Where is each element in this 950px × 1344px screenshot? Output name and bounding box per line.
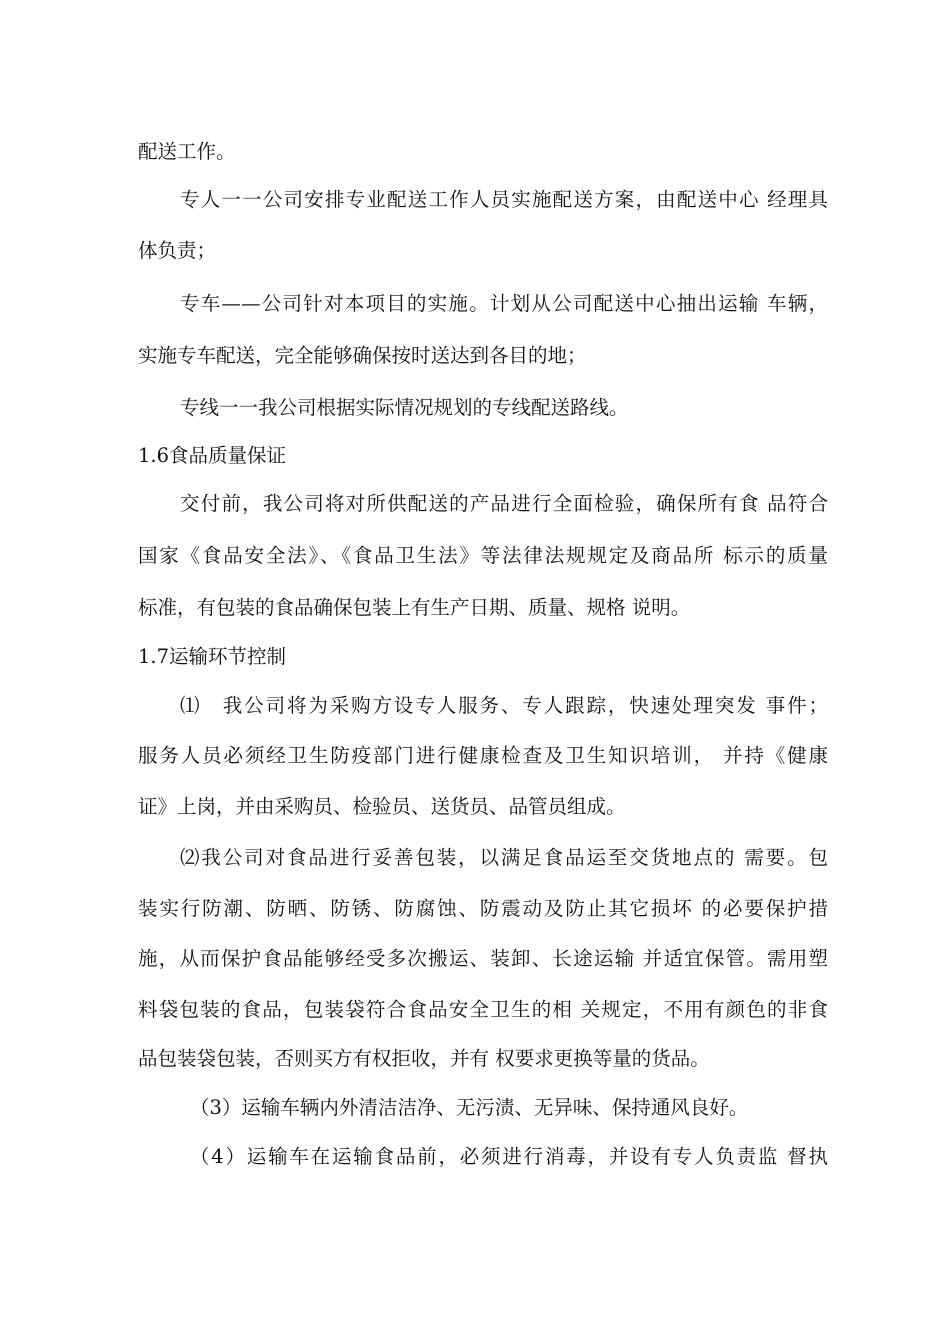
paragraph-line: 施，从而保护食品能够经受多次搬运、装卸、长途运输 并适宜保管。需用塑 bbox=[138, 947, 828, 970]
paragraph-line: 体负责； bbox=[138, 239, 217, 262]
paragraph-line: 料袋包装的食品，包装袋符合食品安全卫生的相 关规定，不用有颜色的非食 bbox=[138, 998, 828, 1021]
paragraph-line: 标准，有包装的食品确保包装上有生产日期、质量、规格 说明。 bbox=[138, 596, 691, 619]
paragraph-line: ⑵我公司对食品进行妥善包装，以满足食品运至交货地点的 需要。包 bbox=[180, 846, 828, 869]
paragraph-line: 专车——公司针对本项目的实施。计划从公司配送中心抽出运输 车辆， bbox=[180, 292, 828, 315]
paragraph-line: （3）运输车辆内外清洁洁净、无污渍、无异味、保持通风良好。 bbox=[190, 1096, 749, 1119]
section-heading: 1.6食品质量保证 bbox=[138, 444, 287, 467]
paragraph-line: 配送工作。 bbox=[138, 140, 236, 163]
paragraph-line: 专人一一公司安排专业配送工作人员实施配送方案，由配送中心 经理具 bbox=[180, 188, 828, 211]
paragraph-line: 服务人员必须经卫生防疫部门进行健康检查及卫生知识培训， 并持《健康 bbox=[138, 744, 828, 767]
paragraph-line: （4）运输车在运输食品前，必须进行消毒，并设有专人负责监 督执 bbox=[190, 1145, 828, 1168]
paragraph-line: 品包装袋包装，否则买方有权拒收，并有 权要求更换等量的货品。 bbox=[138, 1047, 710, 1070]
paragraph-line: 装实行防潮、防晒、防锈、防腐蚀、防震动及防止其它损坏 的必要保护措 bbox=[138, 897, 828, 920]
paragraph-line: 专线一一我公司根据实际情况规划的专线配送路线。 bbox=[180, 396, 629, 419]
paragraph-line: 证》上岗，并由采购员、检验员、送货员、品管员组成。 bbox=[138, 795, 626, 818]
paragraph-line: 实施专车配送，完全能够确保按时送达到各目的地； bbox=[138, 344, 587, 367]
section-heading: 1.7运输环节控制 bbox=[138, 645, 287, 668]
paragraph-line: 国家《食品安全法》、《食品卫生法》等法律法规规定及商品所 标示的质量 bbox=[138, 544, 828, 567]
paragraph-line: 交付前，我公司将对所供配送的产品进行全面检验，确保所有食 品符合 bbox=[180, 492, 828, 515]
paragraph-line: ⑴ 我公司将为采购方设专人服务、专人跟踪，快速处理突发 事件； bbox=[180, 694, 828, 717]
